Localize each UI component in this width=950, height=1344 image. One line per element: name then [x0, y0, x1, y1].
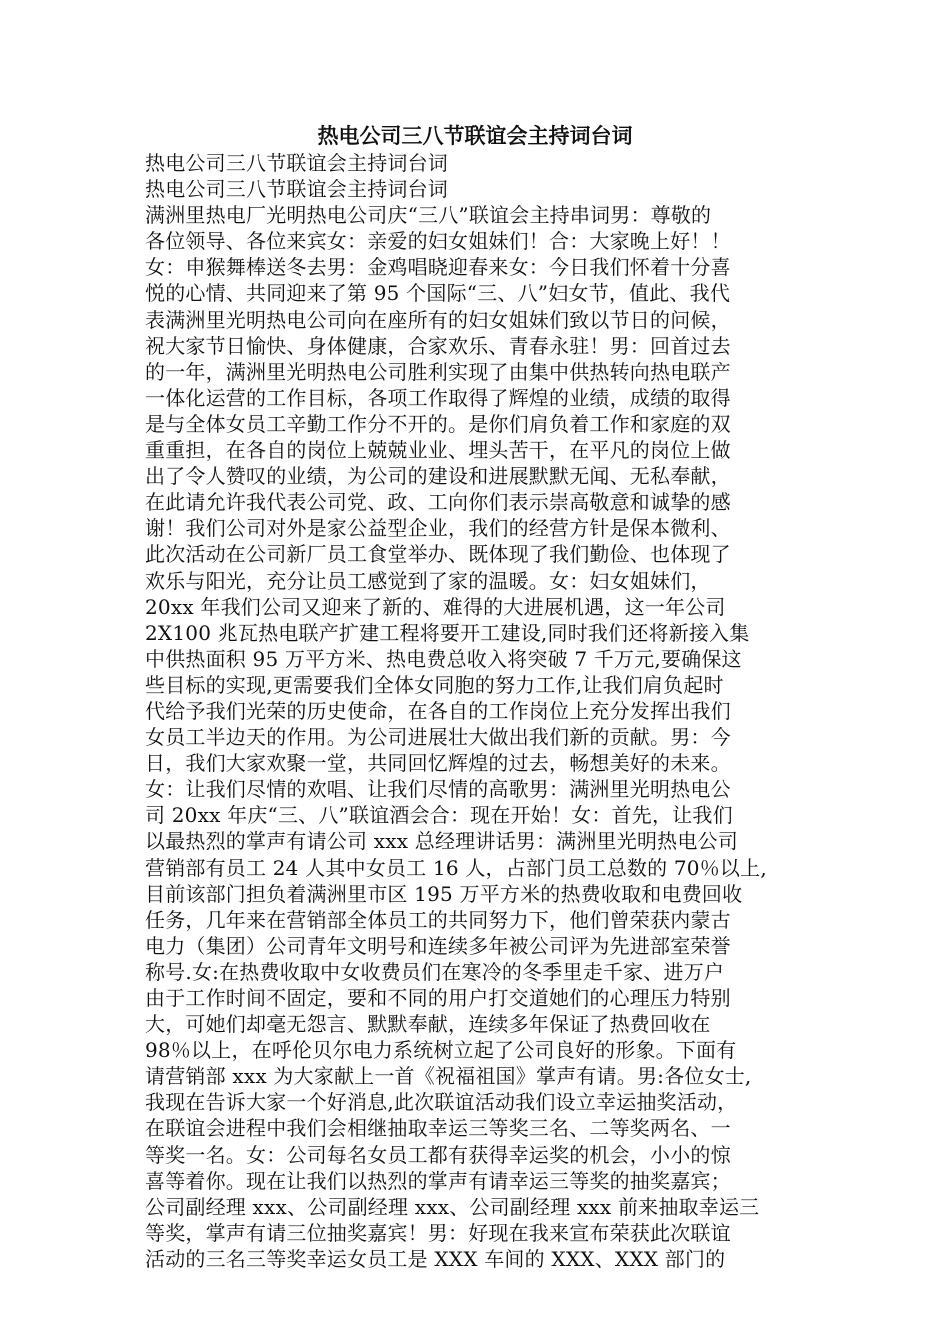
text-line: 热电公司三八节联谊会主持词台词 — [145, 177, 448, 202]
text-line: 女：让我们尽情的欢唱、让我们尽情的高歌男：满洲里光明热电公 — [145, 777, 731, 802]
text-line: 此次活动在公司新厂员工食堂举办、既体现了我们勤俭、也体现了 — [145, 542, 731, 567]
document-title: 热电公司三八节联谊会主持词台词 — [317, 123, 633, 148]
text-line: 祝大家节日愉快、身体健康，合家欢乐、青春永驻！男：回首过去 — [145, 333, 731, 358]
text-line: 一体化运营的工作目标，各项工作取得了辉煌的业绩，成绩的取得 — [145, 385, 731, 410]
text-line: 司 20xx 年庆“三、八”联谊酒会合：现在开始！女：首先，让我们 — [145, 803, 733, 828]
text-line: 在此请允许我代表公司党、政、工向你们表示崇高敬意和诚挚的感 — [145, 490, 731, 515]
text-line: 称号.女:在热费收取中女收费员们在寒冷的冬季里走千家、进万户 — [145, 959, 725, 984]
text-line: 的一年，满洲里光明热电公司胜利实现了由集中供热转向热电联产 — [145, 359, 731, 384]
text-line: 等奖，掌声有请三位抽奖嘉宾！男：好现在我来宣布荣获此次联谊 — [145, 1220, 731, 1245]
text-line: 营销部有员工 24 人其中女员工 16 人，占部门员工总数的 70％以上, — [145, 855, 767, 880]
text-line: 悦的心情、共同迎来了第 95 个国际“三、八”妇女节，值此、我代 — [145, 281, 731, 306]
text-line: 欢乐与阳光，充分让员工感觉到了家的温暖。女：妇女姐妹们， — [145, 568, 711, 593]
text-line: 目前该部门担负着满洲里市区 195 万平方米的热费收取和电费回收 — [145, 881, 743, 906]
text-line: 在联谊会进程中我们会相继抽取幸运三等奖三名、二等奖两名、一 — [145, 1116, 731, 1141]
text-line: 是与全体女员工辛勤工作分不开的。是你们肩负着工作和家庭的双 — [145, 411, 731, 436]
text-line: 表满洲里光明热电公司向在座所有的妇女姐妹们致以节日的问候， — [145, 307, 731, 332]
document-body — [145, 150, 805, 1272]
text-line: 请营销部 xxx 为大家献上一首《祝福祖国》掌声有请。男:各位女士, — [145, 1064, 752, 1089]
document-page — [145, 122, 805, 1272]
text-line: 满洲里热电厂光明热电公司庆“三八”联谊会主持串词男：尊敬的 — [145, 203, 712, 228]
text-line: 女：申猴舞棒送冬去男：金鸡唱晓迎春来女：今日我们怀着十分喜 — [145, 255, 731, 280]
text-line: 由于工作时间不固定，要和不同的用户打交道她们的心理压力特别 — [145, 986, 731, 1010]
text-line: 各位领导、各位来宾女：亲爱的妇女姐妹们！合：大家晚上好！！ — [145, 229, 731, 254]
text-line: 等奖一名。女：公司每名女员工都有获得幸运奖的机会，小小的惊 — [145, 1142, 731, 1167]
text-line: 任务，几年来在营销部全体员工的共同努力下，他们曾荣获内蒙古 — [145, 907, 731, 932]
text-line: 公司副经理 xxx、公司副经理 xxx、公司副经理 xxx 前来抽取幸运三 — [145, 1194, 760, 1219]
text-line: 大，可她们却毫无怨言、默默奉献，连续多年保证了热费回收在 — [145, 1012, 711, 1037]
text-line: 重重担，在各自的岗位上兢兢业业、埋头苦干，在平凡的岗位上做 — [145, 438, 731, 463]
text-line: 98％以上，在呼伦贝尔电力系统树立起了公司良好的形象。下面有 — [145, 1038, 737, 1063]
text-line: 20xx 年我们公司又迎来了新的、难得的大进展机遇，这一年公司 — [145, 594, 726, 619]
text-line: 我现在告诉大家一个好消息,此次联谊活动我们设立幸运抽奖活动， — [145, 1090, 738, 1115]
text-line: 喜等着你。现在让我们以热烈的掌声有请幸运三等奖的抽奖嘉宾； — [145, 1168, 731, 1193]
text-line: 2X100 兆瓦热电联产扩建工程将要开工建设,同时我们还将新接入集 — [145, 620, 750, 645]
text-line: 谢！我们公司对外是家公益型企业，我们的经营方针是保本微利、 — [145, 516, 731, 541]
text-line: 女员工半边天的作用。为公司进展壮大做出我们新的贡献。男：今 — [145, 725, 731, 750]
text-line: 活动的三名三等奖幸运女员工是 XXX 车间的 XXX、XXX 部门的 — [145, 1246, 726, 1271]
text-line: 以最热烈的掌声有请公司 xxx 总经理讲话男：满洲里光明热电公司 — [145, 829, 738, 854]
text-line: 日，我们大家欢聚一堂，共同回忆辉煌的过去，畅想美好的未来。 — [145, 751, 731, 776]
text-line: 电力（集团）公司青年文明号和连续多年被公司评为先进部室荣誉 — [145, 933, 731, 958]
text-line: 出了令人赞叹的业绩，为公司的建设和进展默默无闻、无私奉献， — [145, 464, 731, 489]
text-line: 中供热面积 95 万平方米、热电费总收入将突破 7 千万元,要确保这 — [145, 646, 742, 671]
text-line: 代给予我们光荣的历史使命，在各自的工作岗位上充分发挥出我们 — [145, 698, 731, 723]
text-line: 热电公司三八节联谊会主持词台词 — [145, 151, 448, 175]
text-line: 些目标的实现,更需要我们全体女同胞的努力工作,让我们肩负起时 — [145, 672, 724, 697]
